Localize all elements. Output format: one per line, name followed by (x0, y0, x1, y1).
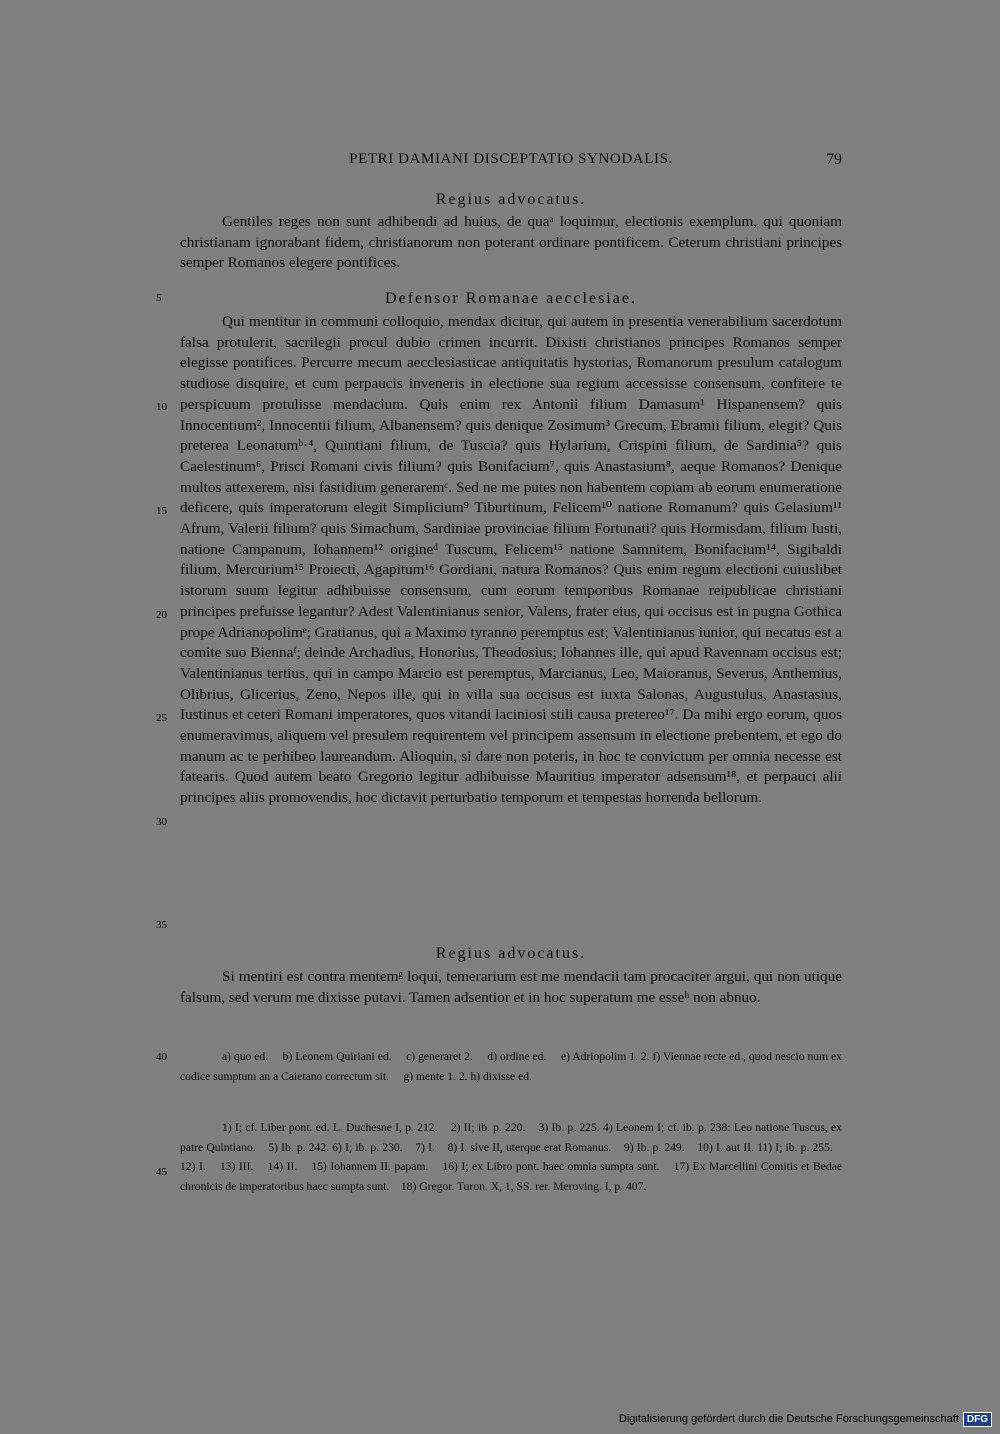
running-header (180, 151, 842, 171)
critical-note: a) quo ed. (222, 1050, 269, 1063)
speaker-heading: Defensor Romanae aecclesiae. (385, 290, 637, 307)
page-number: 79 (826, 151, 842, 168)
source-note: 1) I; cf. Liber pont. ed. L. Duchesne I, p. 212. (222, 1121, 438, 1134)
critical-apparatus (180, 1047, 842, 1086)
critical-note: f) Viennae recte ed., quod nescio num ex codice sumptum an a Caietano correctum sit. (180, 1050, 842, 1083)
source-notes (180, 1118, 842, 1196)
source-note: 16) I; ex Libro pont. haec omnia sumpta sunt. (442, 1160, 660, 1173)
line-number: 5 (156, 292, 162, 304)
paragraph (180, 212, 842, 274)
footer-text: Digitalisierung gefördert durch die Deutsche Forschungsgemeinschaft (618, 1413, 959, 1425)
paragraph (180, 312, 842, 809)
line-number: 40 (156, 1051, 167, 1063)
source-note: 8) I. sive II, uterque erat Romanus. (447, 1140, 612, 1154)
paragraph-text: Gentiles reges non sunt adhibendi ad huius, de quaᵃ loquimur, electionis exemplum, qui quoniam christianam ignorabant fidem, christianorum non poterant ordinare pontificem. Ceterum christiani principes semper Romanos elegere pontifices. (180, 213, 842, 272)
source-note: 12) I. (180, 1160, 206, 1173)
dfg-logo: DFG (963, 1412, 992, 1427)
source-note: 6) I; ib. p. 230. (332, 1140, 403, 1154)
critical-note: b) Leonem Quiriani ed. (282, 1050, 392, 1063)
page-title: PETRI DAMIANI DISCEPTATIO SYNODALIS. (349, 151, 673, 167)
source-note: 7) I. (415, 1140, 435, 1154)
source-note: 3) Ib. p. 225. (538, 1121, 600, 1134)
paragraph-text: Si mentiri est contra mentemᵍ loqui, temerarium est me mendacii tam procaciter argui, qui non utique falsum, sed verum me dixisse putavi. Tamen adsentior et in hoc superatum me esseʰ non abnuo. (180, 968, 842, 1006)
line-number: 15 (156, 505, 167, 517)
critical-note: c) generaret 2. (406, 1050, 473, 1063)
critical-note: e) Adriopolim 1. 2. (560, 1050, 650, 1063)
speaker-heading: Regius advocatus. (435, 945, 587, 962)
source-note: 17) Ex Marcellini Comitis et Bedae chronicis de imperatoribus haec sumpta sunt. (180, 1160, 843, 1193)
line-number: 25 (156, 712, 167, 724)
source-note: 2) II; ib. p. 220. (450, 1121, 526, 1134)
source-note: 5) Ib. p. 242. (268, 1140, 330, 1154)
line-number: 10 (156, 401, 167, 413)
source-note: 11) I; ib. p. 255. (757, 1140, 833, 1154)
source-note: 15) Iohannem II. papam. (311, 1160, 429, 1173)
critical-note: h) dixisse ed. (470, 1069, 532, 1083)
speaker-heading: Regius advocatus. (435, 191, 587, 208)
line-number: 20 (156, 609, 167, 621)
source-note: 14) II. (267, 1160, 298, 1173)
source-note: 9) Ib. p. 249. (623, 1140, 685, 1154)
dfg-funding-footer (619, 1408, 992, 1430)
source-note: 18) Gregor. Turon. X, 1, SS. rer. Meroving. I, p. 407. (400, 1179, 647, 1193)
critical-note: d) ordine ed. (487, 1050, 547, 1063)
source-note: 10) I. aut II. (697, 1140, 754, 1154)
paragraph (180, 967, 842, 1008)
line-number: 35 (156, 919, 167, 931)
critical-note: g) mente 1. 2. (403, 1069, 468, 1083)
source-note: 13) III. (219, 1160, 254, 1173)
line-number: 45 (156, 1166, 167, 1178)
paragraph-text: Qui mentitur in communi colloquio, mendax dicitur, qui autem in presentia venerabilium sacerdotum falsa protulerit, sacrilegii procul dubio crimen incurrit. Dixisti christianos principes Romanos semper elegisse pontifices. Percurre mecum aecclesiasticae antiquitatis hystorias, Romanorum presulum catalogum studiose disquire, et cum perpaucis inveneris in electione sua regium accessisse consensum, confitere te perspicuum protulisse mendacium. Quis enim rex Antonii filium Damasum¹ Hispanensem? quis Innocentium², Innocentii filium, Albanensem? quis denique Zosimum³ Grecum, Ebramii filium, elegit? Quis preterea Leonatumᵇ·⁴, Quintiani filium, de Tuscia? quis Hylarium, Crispini filium, de Sardinia⁵? quis Caelestinum⁶, Prisci Romani civis filium? quis Bonifacium⁷, quis Anastasium⁸, aeque Romanos? Denique multos attexerem, nisi fastidium generaremᶜ. Sed ne me putes non habentem copiam ab eorum enumeratione deficere, quis imperatorum elegit Simplicium⁹ Tiburtinum, Felicem¹⁰ natione Romanum? quis Gelasium¹¹ Afrum, Valerii filium? quis Simachum, Sardiniae provinciae filium Fortunati? quis Hormisdam, filium Iusti, natione Campanum, Iohannem¹² origineᵈ Tuscum, Felicem¹³ natione Samnitem, Bonifacium¹⁴, Sigibaldi filium, Mercurium¹⁵ Proiecti, Agapitum¹⁶ Gordiani, natura Romanos? Quis enim regum electioni cuiuslibet istorum suum legitur adhibuisse consensum, cum eorum temporibus Romanae reipublicae christiani principes prefuisse legantur? Adest Valentinianus senior, Valens, frater eius, qui occisus est in pugna Gothica prope Adrianopolimᵉ; Gratianus, qui a Maximo tyranno peremptus est; Valentinianus iunior, qui necatus est a comite suo Biennaᶠ; deinde Archadius, Honorius, Theodosius; Iohannes ille, qui apud Ravennam occisus est; Valentinianus tertius, qui in campo Marcio est peremptus, Marcianus, Leo, Maioranus, Severus, Anthemius, Olibrius, Glicerius, Zeno, Nepos ille, qui in villa sua occisus est iuxta Salonas, Augustulus, Anastasius, Iustinus et ceteri Romani imperatores, quos vitandi laciniosi stili causa pretereo¹⁷. Da mihi ergo eorum, quos enumeravimus, aliquem vel presulem requirentem vel principem assensum in electione prebentem, et ego do manum ac te perhibeo laureandum. Alioquin, si dare non poteris, in hoc te convictum per omnia necesse est fatearis. Quod autem beato Gregorio legitur adhibuisse Mauritius imperator adsensum¹⁸, et perpauci alii principes aliis promovendis, hoc dictavit perturbatio temporum et tempestas horrenda bellorum. (180, 313, 842, 807)
source-note: 4) Leonem I; cf. ib. p. 238: Leo natione Tuscus, ex patre Quintiano. (180, 1121, 842, 1154)
line-number: 30 (156, 816, 167, 828)
